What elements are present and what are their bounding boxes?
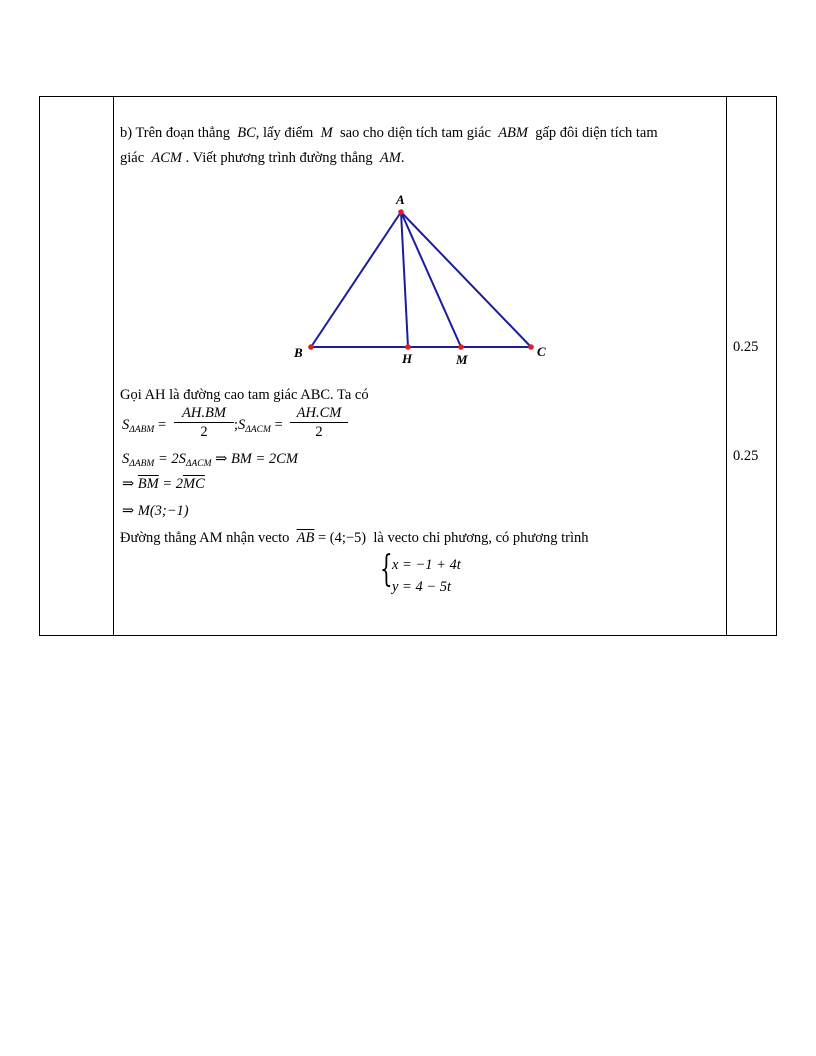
label-M: M	[456, 352, 468, 367]
question-line-2: giác ACM . Viết phương trình đường thẳng AM.	[120, 150, 405, 166]
column-divider-1	[113, 97, 114, 635]
triangle-figure	[280, 185, 570, 375]
label-A: A	[396, 192, 405, 207]
altitude-AH	[401, 212, 408, 347]
label-B: B	[294, 345, 303, 360]
question-line-1: b) Trên đoạn thẳng BC, lấy điểm M sao cho diện tích tam giác ABM gấp đôi diện tích tam	[120, 125, 658, 141]
area-relation: $S_{\Delta ABM} = 2S_{\Delta ACM}$ ⇒ BM = 2CM	[122, 451, 298, 469]
side-AC	[401, 212, 531, 347]
point-m-result: ⇒ M(3;−1)	[122, 503, 189, 519]
area-acm-symbol: $;S_{\Delta ACM}$ =	[234, 417, 283, 435]
parametric-y: y = 4 − 5t	[392, 579, 452, 595]
segment-AM	[401, 212, 461, 347]
fraction-acm: $\frac{AH.CM}{2}$	[290, 405, 348, 441]
label-H: H	[402, 351, 413, 366]
system-brace: {	[380, 549, 393, 590]
direction-vector-line: Đường thẳng AM nhận vecto $\overline{AB}$ = (4;−5) là vecto chỉ phương, có phương trình	[120, 530, 589, 546]
score-2: 0.25	[733, 448, 759, 464]
score-1: 0.25	[733, 339, 759, 355]
fraction-abm: $\frac{AH.BM}{2}$	[174, 405, 234, 441]
point-A	[398, 209, 404, 215]
column-divider-2	[726, 97, 727, 635]
point-B	[308, 344, 314, 350]
side-AB	[311, 212, 401, 347]
parametric-x: x = −1 + 4t	[392, 557, 461, 573]
point-M	[458, 344, 464, 350]
label-C: C	[537, 344, 546, 359]
solution-intro: Gọi AH là đường cao tam giác ABC. Ta có	[120, 387, 369, 403]
point-C	[528, 344, 534, 350]
vector-relation: ⇒ $\overline{BM} = 2\overline{MC}$	[122, 476, 205, 492]
area-abm-symbol: $S_{\Delta ABM}$ =	[122, 417, 167, 435]
point-H	[405, 344, 411, 350]
